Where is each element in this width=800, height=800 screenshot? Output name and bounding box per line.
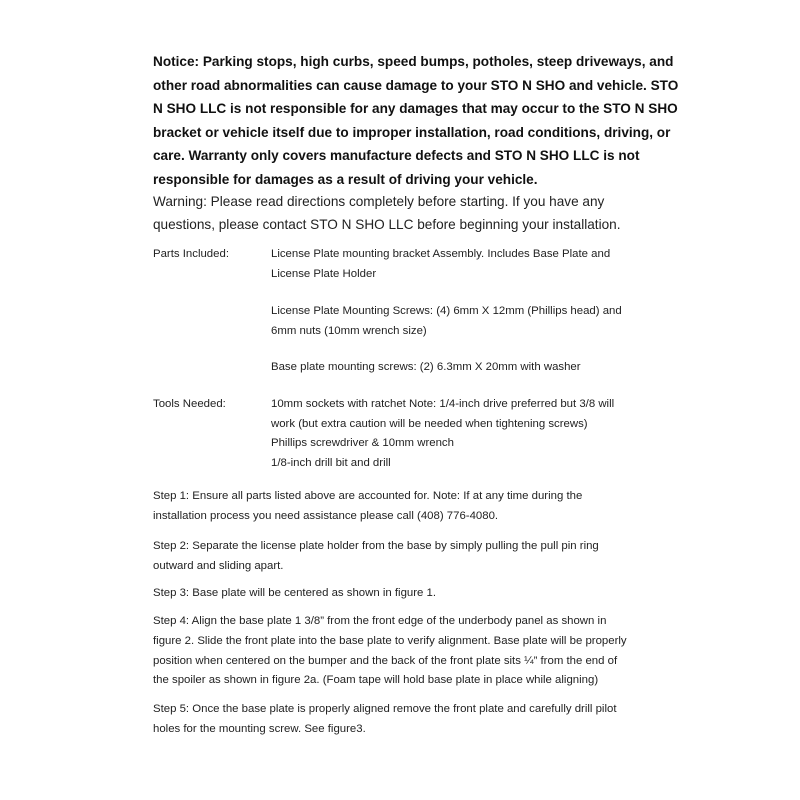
tool-line: work (but extra caution will be needed when tightening screws) [271, 417, 588, 430]
parts-item-base-screws: Base plate mounting screws: (2) 6.3mm X 20mm with washer [271, 361, 581, 373]
notice-line: bracket or vehicle itself due to improper installation, road conditions, driving, or [153, 124, 671, 140]
notice-line: N SHO LLC is not responsible for any damages that may occur to the STO N SHO [153, 101, 678, 116]
step-3: Step 3: Base plate will be centered as shown in figure 1. [153, 587, 437, 599]
parts-item-screws: License Plate Mounting Screws: (4) 6mm X 12mm (Phillips head) and 6mm nuts (10mm wrench size) [271, 305, 622, 337]
tools-list [271, 395, 671, 473]
tool-line: Phillips screwdriver & 10mm wrench [271, 437, 454, 449]
step-5: Step 5: Once the base plate is properly aligned remove the front plate and carefully drill pilot holes for the mounting screw. See figure3. [153, 703, 617, 735]
step-2: Step 2: Separate the license plate holder from the base by simply pulling the pull pin ring outward and sliding apart. [153, 540, 599, 572]
notice-line: other road abnormalities can cause damage to your STO N SHO and vehicle. STO [153, 77, 679, 93]
parts-item-bracket: License Plate mounting bracket Assembly. Includes Base Plate and License Plate Holder [271, 248, 611, 280]
parts-included-label: Parts Included: [153, 248, 229, 260]
notice-line: care. Warranty only covers manufacture defects and STO N SHO LLC is not [153, 148, 640, 163]
tools-needed-label: Tools Needed: [153, 398, 226, 410]
notice-line: responsible for damages as a result of driving your vehicle. [153, 171, 538, 187]
step-4: Step 4: Align the base plate 1 3/8” from the front edge of the underbody panel as shown in figure 2. Slide the front plate into the base plate to verify alignment. Base plate will be properly position when centered on the bumper and the back of the front plate sits ¼” from the end of the spoiler as shown in figure 2a. (Foam tape will hold base plate in place while aligning) [153, 615, 627, 687]
tool-line: 1/8-inch drill bit and drill [271, 456, 391, 469]
notice-paragraph [153, 50, 679, 191]
tool-line: 10mm sockets with ratchet Note: 1/4-inch drive preferred but 3/8 will [271, 398, 615, 410]
warning-line: questions, please contact STO N SHO LLC before beginning your installation. [153, 216, 621, 232]
warning-line: Warning: Please read directions completely before starting. If you have any [153, 194, 605, 209]
step-1: Step 1: Ensure all parts listed above are accounted for. Note: If at any time during the installation process you need assistance please call (408) 776-4080. [153, 490, 583, 522]
notice-line: Notice: Parking stops, high curbs, speed bumps, potholes, steep driveways, and [153, 54, 674, 69]
warning-paragraph [153, 191, 673, 236]
